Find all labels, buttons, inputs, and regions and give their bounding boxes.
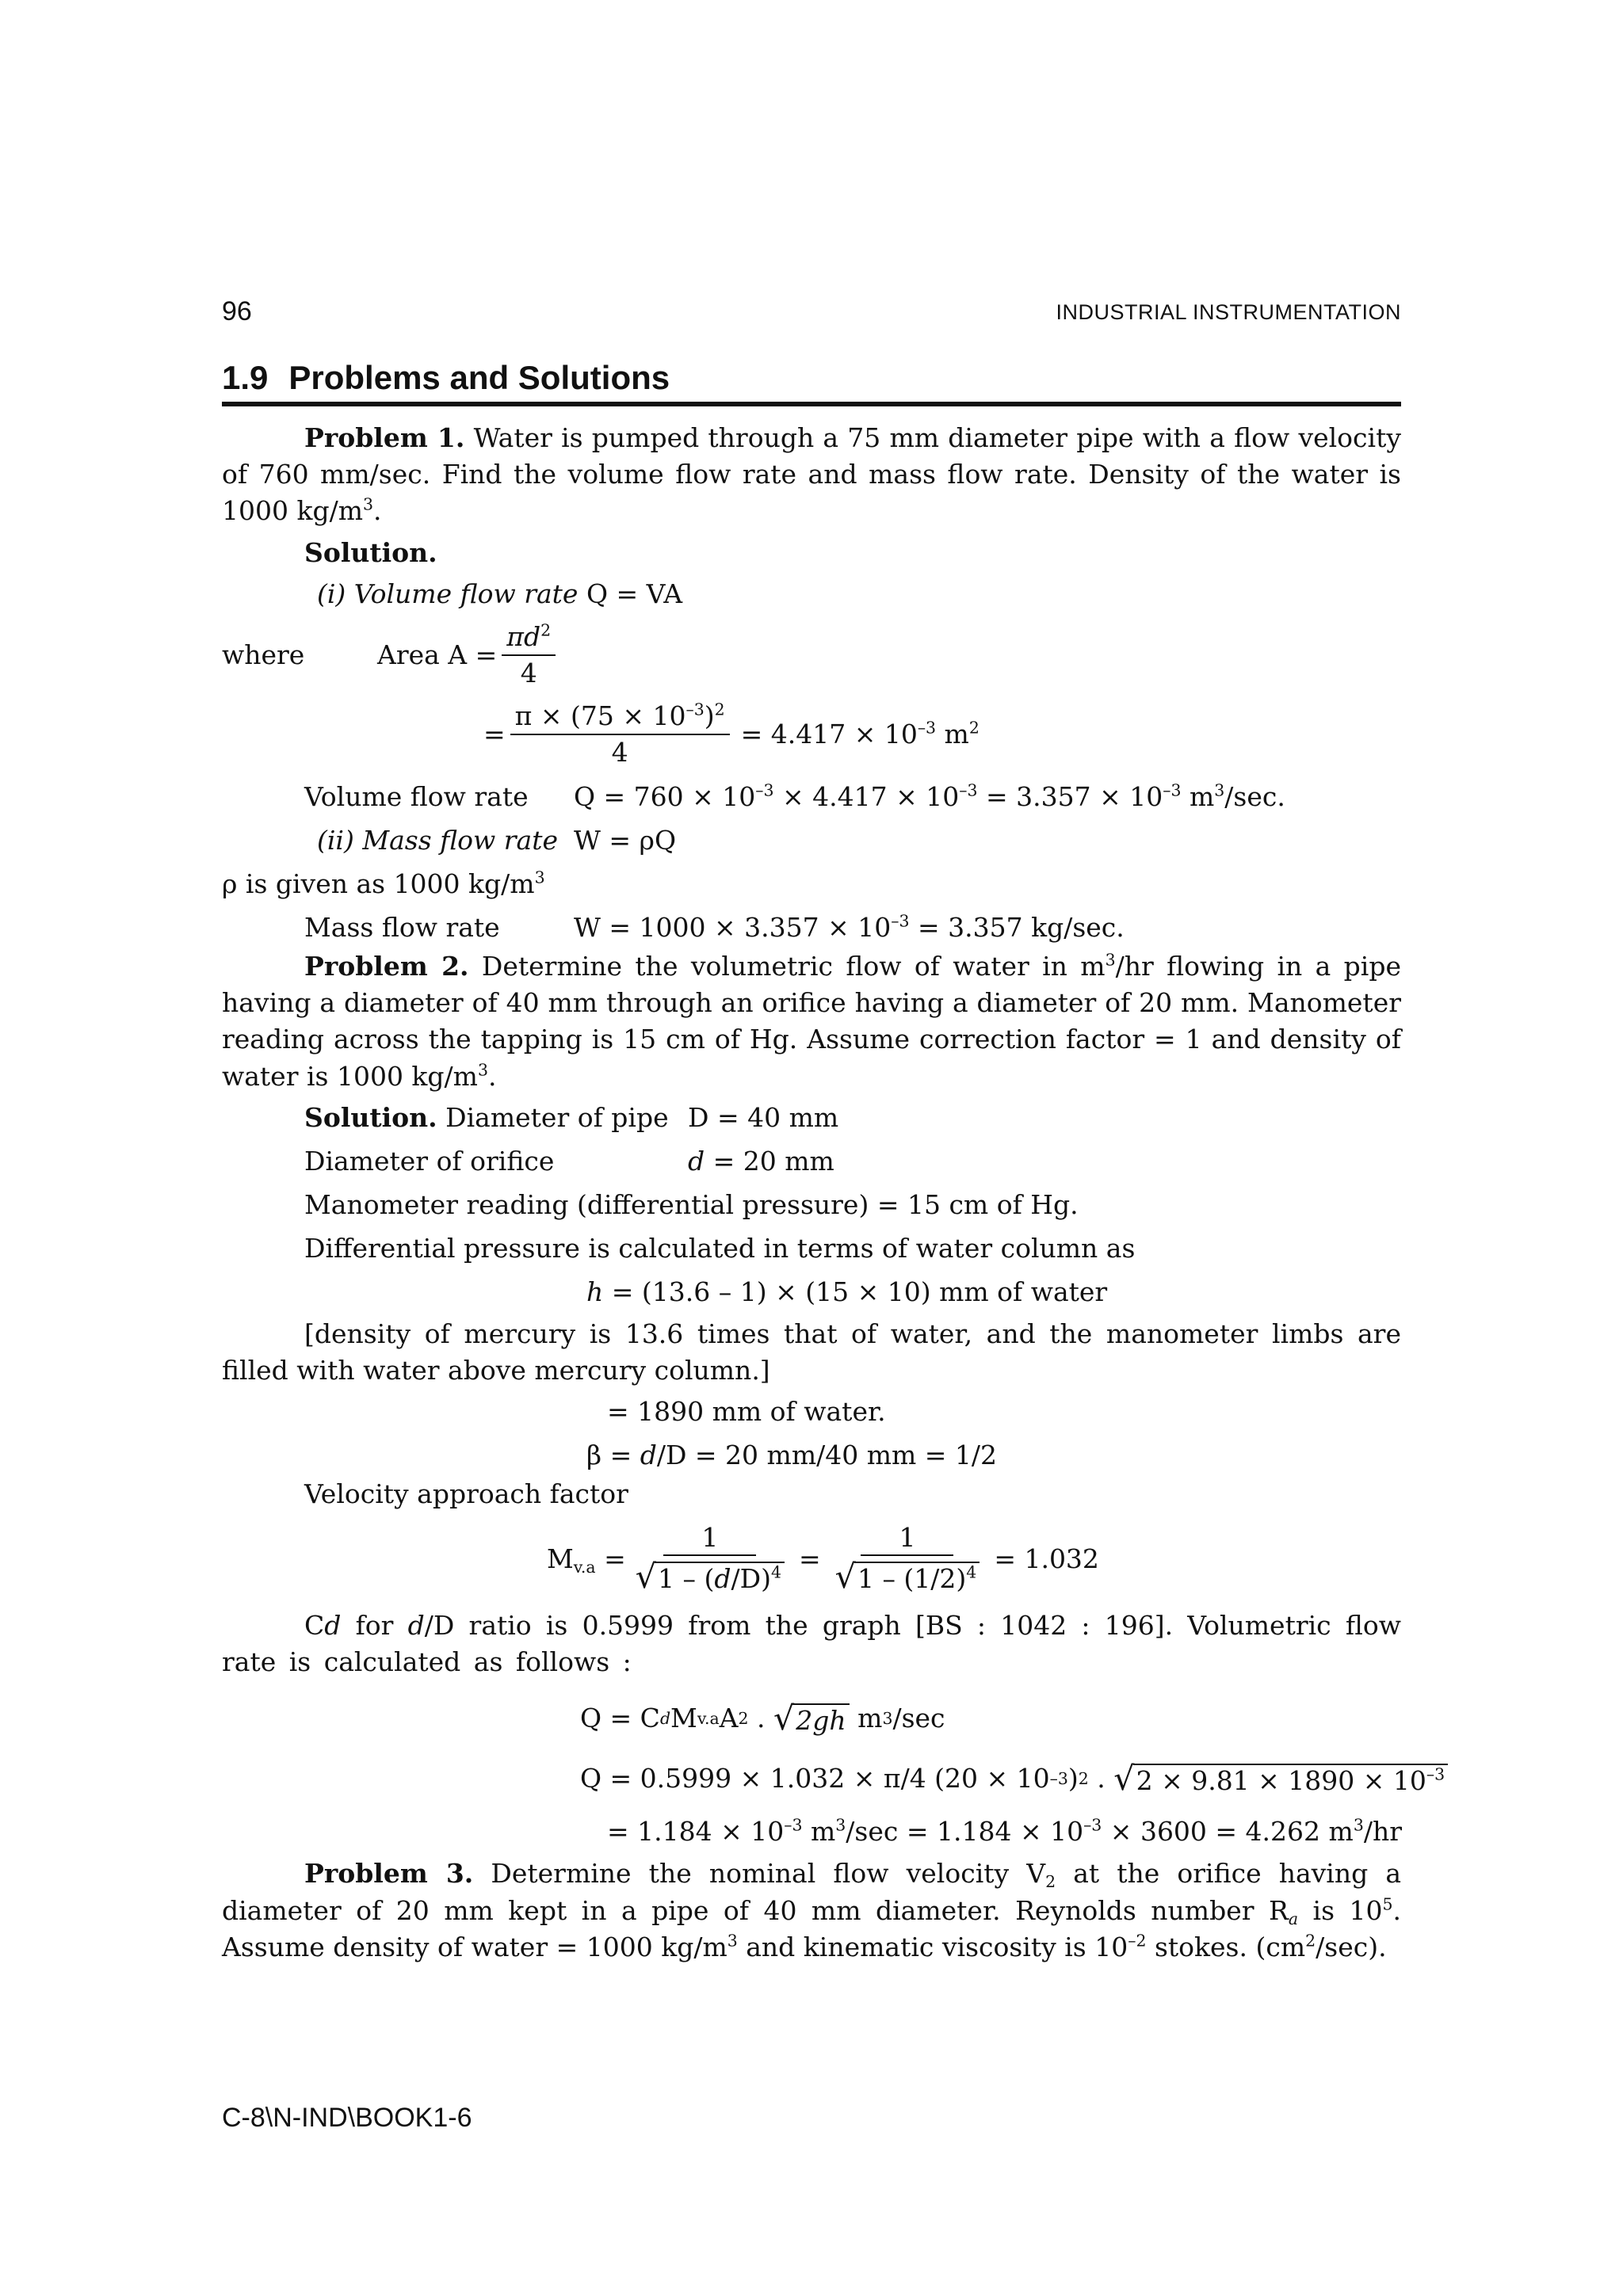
area-eq-1: [222, 616, 1401, 695]
text: is 10: [1298, 1894, 1383, 1926]
sup: 2: [1305, 1931, 1316, 1951]
text: . Assume density of water = 1000 kg/m: [222, 1894, 1401, 1962]
text: m: [1181, 780, 1215, 812]
vaf-label-row: [222, 1476, 1401, 1512]
text: π × (75 × 10: [514, 700, 686, 732]
text: d: [407, 1610, 425, 1642]
sup: 3: [477, 1059, 488, 1079]
q-result-row: [222, 1809, 1401, 1852]
text: stokes. (cm: [1146, 1931, 1306, 1962]
frac-den: [831, 1556, 985, 1597]
text: .: [1088, 1763, 1114, 1794]
text: at the orifice having a diameter of 20 mm kept in a pipe of 40 mm diameter. Reynolds number R: [222, 1858, 1401, 1926]
section-rule: [222, 402, 1401, 406]
text: = 1890 mm of water.: [607, 1396, 886, 1428]
area2-result: [741, 716, 980, 753]
sup: –3: [1426, 1764, 1445, 1783]
text: ): [704, 700, 715, 732]
sqrt-symbol: √2gh: [773, 1696, 850, 1742]
problem-1-label: Problem 1.: [304, 422, 465, 453]
text: Diameter of pipe: [437, 1101, 669, 1133]
text: Q = C: [580, 1703, 660, 1734]
sup: –3: [917, 718, 937, 738]
text: Manometer reading (differential pressure) = 15 cm of Hg.: [304, 1188, 1079, 1220]
text: D = 40 mm: [688, 1101, 839, 1133]
frac-num: [502, 621, 556, 656]
sqrt-symbol: $√1 - (1/2)^4$: [835, 1558, 980, 1597]
mass-flow-rate-row: [222, 905, 1401, 948]
text: h: [586, 1276, 604, 1307]
problem-3-label: Problem 3.: [304, 1858, 474, 1890]
text: Q = VA: [586, 578, 683, 609]
h-result-row: [222, 1389, 1401, 1432]
text: ): [1067, 1763, 1079, 1794]
text: d: [324, 1610, 342, 1642]
q-substitution: Q = 0.5999 × 1.032 × π/4 (20 × 10 –3 ) 2 . $√2 \times 9.81 \times 1890 \times 10^{-3}$: [580, 1749, 1401, 1809]
text: .: [487, 1060, 497, 1092]
sqrt-symbol: $√1 - (d/D)^4$: [636, 1558, 785, 1597]
sub: v.a: [573, 1558, 596, 1577]
frac-den: 4: [520, 657, 537, 688]
text: Determine the nominal flow velocity V: [473, 1858, 1046, 1890]
text: /sec: [892, 1703, 945, 1734]
text: = (13.6 – 1) × (15 × 10) mm of water: [603, 1276, 1108, 1307]
text: = 3.357 kg/sec.: [909, 911, 1125, 943]
text: /D = 20 mm/40 mm = 1/2: [656, 1440, 998, 1471]
section-number: 1.9: [222, 359, 269, 396]
text: β =: [586, 1440, 640, 1471]
problem-2-statement: [222, 948, 1401, 1095]
sup: 2: [968, 718, 980, 738]
text: πd: [506, 621, 541, 653]
where-label: where: [222, 639, 305, 670]
orifice-diameter-row: [222, 1138, 1401, 1182]
q-formula: Q = C d M v.a A 2 . √2gh m 3 /sec: [580, 1688, 1401, 1749]
text: /sec = 1.184 × 10: [846, 1816, 1084, 1848]
text: (ii) Mass flow rate: [317, 824, 559, 856]
section-title: [222, 355, 670, 402]
mva-equation: [547, 1512, 1401, 1606]
volume-flow-rate-expr: [574, 779, 1285, 815]
text: m: [849, 1703, 883, 1734]
text: m: [936, 718, 969, 749]
problem-2-label: Problem 2.: [304, 950, 469, 982]
text: = 4.417 × 10: [740, 718, 918, 749]
text: A: [719, 1703, 739, 1734]
problem-3-statement: [222, 1855, 1401, 1966]
text: for: [341, 1610, 408, 1642]
sup: –3: [755, 780, 774, 800]
sup: 2: [540, 620, 552, 640]
area-label: Area A =: [377, 639, 498, 670]
text: = 1.032: [994, 1543, 1099, 1574]
text: Q = 0.5999 × 1.032 × π/4 (20 × 10: [580, 1763, 1050, 1794]
sqrt-symbol: $√2 \times 9.81 \times 1890 \times 10^{-3}$: [1113, 1756, 1448, 1802]
text: Determine the volumetric flow of water in m: [468, 950, 1106, 982]
sup: –3: [685, 700, 705, 719]
text: d: [640, 1440, 657, 1471]
sup: 3: [363, 494, 374, 514]
text: 1 – (1/2): [857, 1563, 967, 1595]
text: M: [547, 1543, 574, 1574]
footer-code: C-8\N-IND\BOOK1-6: [222, 2103, 472, 2133]
volume-flow-rate-def: [317, 576, 1401, 612]
text: Q = 760 × 10: [574, 780, 756, 812]
problem-1-statement: [222, 420, 1401, 530]
text: 2gh: [792, 1703, 849, 1736]
sup: 3: [1105, 950, 1116, 970]
sup: –2: [1128, 1931, 1147, 1951]
text: Differential pressure is calculated in terms of water column as: [304, 1232, 1136, 1264]
manometer-row: [222, 1182, 1401, 1226]
area2-fraction: [510, 700, 730, 768]
frac-num: 1: [663, 1522, 756, 1557]
cd-paragraph: [222, 1608, 1401, 1680]
sup: 3: [835, 1815, 846, 1835]
text: /hr flowing in a pipe having a diameter of 40 mm through an orifice having a diameter of 20 mm. Manometer reading across the tapping is 15 cm of Hg. Assume correction factor = 1 and density of water is 1000 kg/m: [222, 950, 1401, 1092]
text: × 3600 = 4.262 m: [1102, 1816, 1354, 1848]
text: /D ratio is 0.5999 from the graph [BS : 1042 : 196]. Volumetric flow rate is calculated as follows :: [222, 1610, 1401, 1678]
frac-num: 1: [861, 1522, 953, 1557]
sup: 4: [966, 1562, 977, 1582]
text: ρ is given as 1000 kg/m: [222, 868, 535, 899]
text: C: [304, 1610, 325, 1642]
solution-2-label: Solution.: [304, 1101, 437, 1133]
equals: =: [799, 1543, 821, 1574]
equals: =: [483, 718, 506, 749]
text: 1 – (: [658, 1563, 715, 1595]
text: 2 × 9.81 × 1890 × 10: [1136, 1764, 1426, 1796]
sup: 5: [1382, 1894, 1393, 1913]
text: × 4.417 × 10: [773, 780, 960, 812]
sup: –3: [891, 911, 910, 931]
sup: 3: [534, 868, 545, 887]
sup: –3: [784, 1815, 803, 1835]
text: Velocity approach factor: [304, 1478, 628, 1510]
text: /D): [731, 1563, 771, 1595]
text: Volume flow rate: [304, 780, 529, 812]
sub: a: [1288, 1909, 1299, 1928]
sup: 3: [727, 1931, 738, 1951]
sup: 3: [1214, 780, 1225, 800]
sup: 3: [1353, 1815, 1364, 1835]
text: m: [802, 1816, 836, 1848]
frac-den: [631, 1556, 789, 1597]
text: M: [670, 1703, 697, 1734]
text: (i) Volume flow rate: [317, 578, 579, 609]
text: .: [748, 1703, 773, 1734]
sup: 4: [770, 1562, 781, 1582]
text: W = 1000 × 3.357 × 10: [574, 911, 892, 943]
area-fraction: [502, 621, 556, 688]
text: =: [595, 1543, 626, 1574]
solution-1-label: Solution.: [304, 536, 437, 568]
sup: –3: [959, 780, 978, 800]
h-expr-row: [222, 1269, 1401, 1313]
text: /sec.: [1224, 780, 1285, 812]
frac-num: [510, 700, 730, 735]
area-eq-2: [483, 695, 1401, 774]
mercury-note: [density of mercury is 13.6 times that of water, and the manometer limbs are filled with water above mercury column.]: [222, 1318, 1401, 1386]
text: Diameter of orifice: [304, 1145, 555, 1177]
beta-row: [222, 1432, 1401, 1476]
page-content: [222, 414, 1445, 1966]
text: = 3.357 × 10: [977, 780, 1163, 812]
text: d: [714, 1563, 731, 1595]
page-number: 96: [222, 296, 252, 326]
mva-fraction-2: [831, 1522, 985, 1597]
text: Mass flow rate: [304, 911, 500, 943]
section-title-text: Problems and Solutions: [288, 359, 670, 396]
text: = 20 mm: [705, 1145, 834, 1177]
diff-pressure-row: [222, 1226, 1401, 1269]
text: .: [373, 495, 382, 527]
pipe-diameter-row: [222, 1095, 1401, 1138]
mass-flow-rate-def-row: [222, 818, 1401, 861]
rho-row: [222, 861, 1401, 905]
mva-fraction-1: [631, 1522, 789, 1597]
frac-den: 4: [611, 736, 628, 768]
text: W = ρQ: [574, 824, 677, 856]
sup: –3: [1163, 780, 1182, 800]
sup: 2: [714, 700, 725, 719]
volume-flow-rate-row: [222, 774, 1401, 818]
text: = 1.184 × 10: [607, 1816, 785, 1848]
text: /hr: [1363, 1816, 1402, 1848]
text: and kinematic viscosity is 10: [737, 1931, 1128, 1962]
sub: 2: [1045, 1872, 1056, 1892]
text: d: [688, 1145, 705, 1177]
sup: –3: [1083, 1815, 1102, 1835]
running-head: INDUSTRIAL INSTRUMENTATION: [1056, 300, 1401, 324]
text: /sec).: [1316, 1931, 1387, 1962]
problem-1-text: Water is pumped through a 75 mm diameter pipe with a flow velocity of 760 mm/sec. Find the volume flow rate and mass flow rate. Density of the water is 1000 kg/m: [222, 422, 1401, 527]
